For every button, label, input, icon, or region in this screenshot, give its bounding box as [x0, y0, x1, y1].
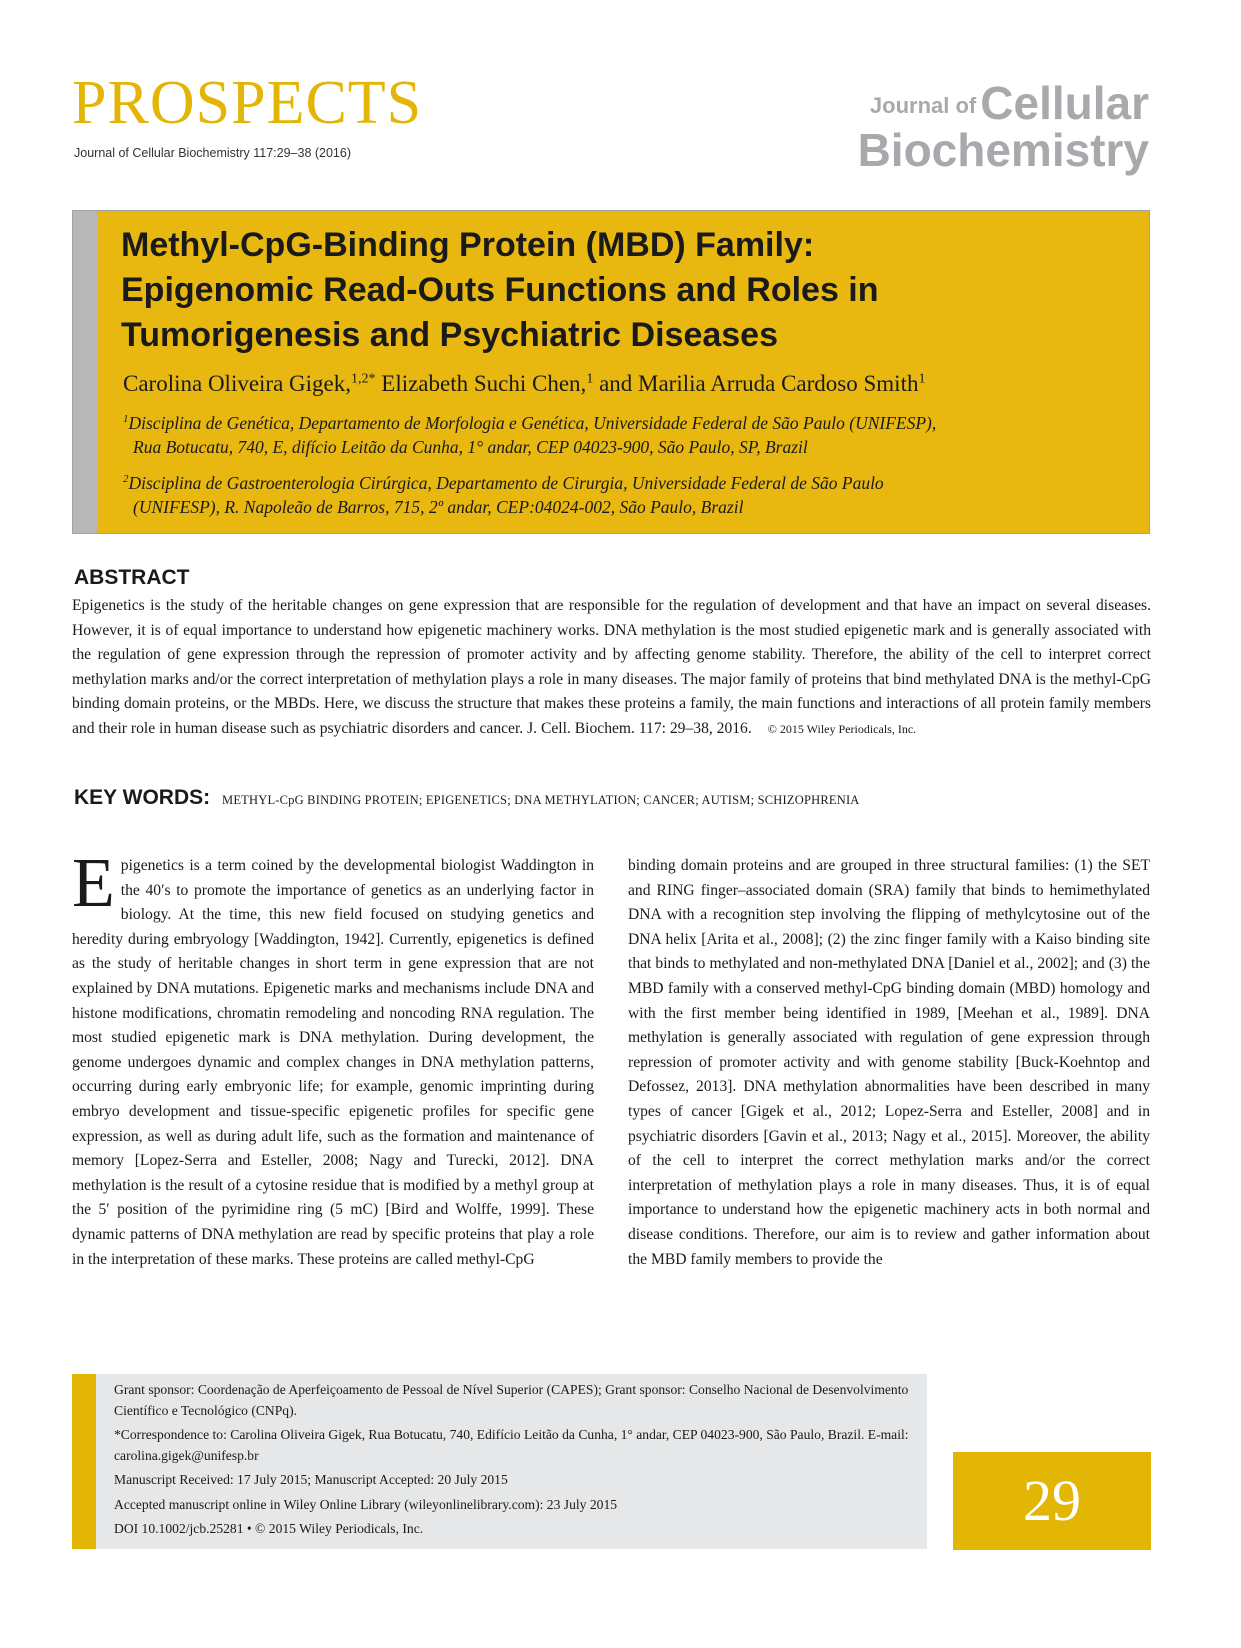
- logo-word-biochemistry: Biochemistry: [857, 124, 1149, 176]
- keywords-list: METHYL-CpG BINDING PROTEIN; EPIGENETICS; DNA METHYLATION; CANCER; AUTISM; SCHIZOPHRENIA: [222, 793, 860, 807]
- drop-cap: E: [72, 845, 115, 922]
- affiliation-line: Disciplina de Gastroenterologia Cirúrgica, Departamento de Cirurgia, Universidade Federal de São Paulo: [128, 472, 884, 493]
- correspondence: *Correspondence to: Carolina Oliveira Gigek, Rua Botucatu, 740, Edifício Leitão da Cunha, 1° andar, CEP 04023-900, São Paulo, Brazil. E-mail: carolina.gigek@unifesp.br: [114, 1427, 909, 1463]
- logo-small-text: Journal of: [869, 93, 977, 118]
- affiliation-line: (UNIFESP), R. Napoleão de Barros, 715, 2º andar, CEP:04024-002, São Paulo, Brazil: [133, 496, 744, 517]
- abstract-copyright: © 2015 Wiley Periodicals, Inc.: [767, 721, 917, 736]
- doi: DOI 10.1002/jcb.25281 • © 2015 Wiley Periodicals, Inc.: [114, 1521, 424, 1536]
- affiliation-1: [123, 407, 1123, 459]
- abstract-body: Epigenetics is the study of the heritable changes on gene expression that are responsible for the regulation of development and that have an impact on several diseases. However, it is of equal importance to understand how epigenetic machinery works. DNA methylation is the most studied epigenetic mark and is generally associated with the regulation of gene expression through the repression of promoter activity and by affecting genome stability. Therefore, the ability of the cell to interpret correct methylation marks and/or the correct interpretation of methylation plays a role in many diseases. The major family of proteins that bind methylated DNA is the methyl-CpG binding domain proteins, or the MBDs. Here, we discuss the structure that makes these proteins a family, the main functions and interactions of all protein family members and their role in human disease such as psychiatric disorders and cancer. J. Cell. Biochem. 117: 29–38, 2016.: [72, 597, 1151, 737]
- body-text-left: pigenetics is a term coined by the developmental biologist Waddington in the 40′s to promote the importance of genetics as an underlying factor in biology. At the time, this new field focused on studying genetics and heredity during embryology [Waddington, 1942]. Currently, epigenetics is defined as the study of heritable changes in short term in gene expression that are not explained by DNA mutations. Epigenetic marks and mechanisms include DNA and histone modifications, chromatin remodeling and noncoding RNA regulation. The most studied epigenetic mark is DNA methylation. During development, the genome undergoes dynamic and complex changes in DNA methylation patterns, occurring during early embryonic life; for example, genomic imprinting during embryo development and tissue-specific epigenetic profiles for specific gene expression, as well as during adult life, such as the formation and maintenance of memory [Lopez-Serra and Esteller, 2008; Nagy and Turecki, 2012]. DNA methylation is the result of a cytosine residue that is modified by a methyl group at the 5′ position of the pyrimidine ring (5 mC) [Bird and Wolffe, 1999]. These dynamic patterns of DNA methylation are read by specific proteins that play a role in the interpretation of these marks. These proteins are called methyl-CpG: [72, 857, 594, 1268]
- author-name: and Marilia Arruda Cardoso Smith: [599, 371, 919, 396]
- abstract-heading: ABSTRACT: [74, 566, 190, 589]
- journal-logo: [857, 77, 1149, 176]
- author-affil-mark: 1,2*: [351, 371, 376, 387]
- title-line: Tumorigenesis and Psychiatric Diseases: [121, 316, 778, 354]
- logo-word-cellular: Cellular: [980, 77, 1149, 129]
- article-title: [121, 223, 1121, 358]
- footnote-box: [72, 1374, 927, 1549]
- section-label: PROSPECTS: [72, 69, 423, 137]
- body-column-left: [72, 845, 594, 1272]
- online-date: Accepted manuscript online in Wiley Online Library (wileyonlinelibrary.com): 23 July 2015: [114, 1496, 618, 1512]
- affiliation-mark: 2: [123, 473, 129, 485]
- affiliation-line: Rua Botucatu, 740, E, difício Leitão da Cunha, 1° andar, CEP 04023-900, São Paulo, SP, Brazil: [133, 436, 808, 457]
- manuscript-dates: Manuscript Received: 17 July 2015; Manuscript Accepted: 20 July 2015: [114, 1472, 508, 1487]
- grant-sponsor: Grant sponsor: Coordenação de Aperfeiçoamento de Pessoal de Nível Superior (CAPES); Grant sponsor: Conselho Nacional de Desenvolvimento Científico e Tecnológico (CNPq).: [114, 1382, 909, 1418]
- author-affil-mark: 1: [586, 371, 594, 387]
- author-list: [123, 371, 925, 397]
- keywords-heading: KEY WORDS:: [74, 786, 211, 809]
- page-number-box: [953, 1452, 1151, 1550]
- affiliation-2: [123, 467, 1123, 519]
- affiliation-line: Disciplina de Genética, Departamento de Morfologia e Genética, Universidade Federal de São Paulo (UNIFESP),: [128, 412, 937, 433]
- page-number: 29: [1023, 1468, 1081, 1533]
- title-line: Epigenomic Read-Outs Functions and Roles in: [121, 271, 879, 309]
- title-box: [72, 210, 1150, 534]
- title-line: Methyl-CpG-Binding Protein (MBD) Family:: [121, 226, 815, 264]
- footnote-accent-bar: [72, 1374, 96, 1549]
- abstract-text: [72, 594, 1151, 742]
- body-column-right: binding domain proteins and are grouped in three structural families: (1) the SET and RING finger–associated domain (SRA) family that binds to hemimethylated DNA with a recognition step involving the flipping of methylcytosine out of the DNA helix [Arita et al., 2008]; (2) the zinc finger family with a Kaiso binding site that binds to methylated and non-methylated DNA [Daniel et al., 2002]; and (3) the MBD family with a conserved methyl-CpG binding domain (MBD) homology and with the first member being identified in 1989, [Meehan et al., 1989]. DNA methylation is generally associated with regulation of gene expression through repression of promoter activity and with genome stability [Buck-Koehntop and Defossez, 2013]. DNA methylation abnormalities have been described in many types of cancer [Gigek et al., 2012; Lopez-Serra and Esteller, 2008] and in psychiatric disorders [Gavin et al., 2013; Nagy et al., 2015]. Moreover, the ability of the cell to interpret the correct methylation marks and/or the correct interpretation of methylation plays a role in many diseases. Thus, it is of equal importance to understand how the epigenetic machinery acts in both normal and disease conditions. Therefore, our aim is to review and gather information about the MBD family members to provide the: [628, 857, 1150, 1268]
- footnote-text: [114, 1380, 914, 1544]
- author-affil-mark: 1: [918, 371, 926, 387]
- author-name: Carolina Oliveira Gigek,: [123, 371, 352, 396]
- affiliation-mark: 1: [123, 413, 129, 425]
- author-name: Elizabeth Suchi Chen,: [381, 371, 587, 396]
- journal-citation: Journal of Cellular Biochemistry 117:29–38 (2016): [74, 146, 352, 160]
- title-box-accent-bar: [73, 211, 97, 533]
